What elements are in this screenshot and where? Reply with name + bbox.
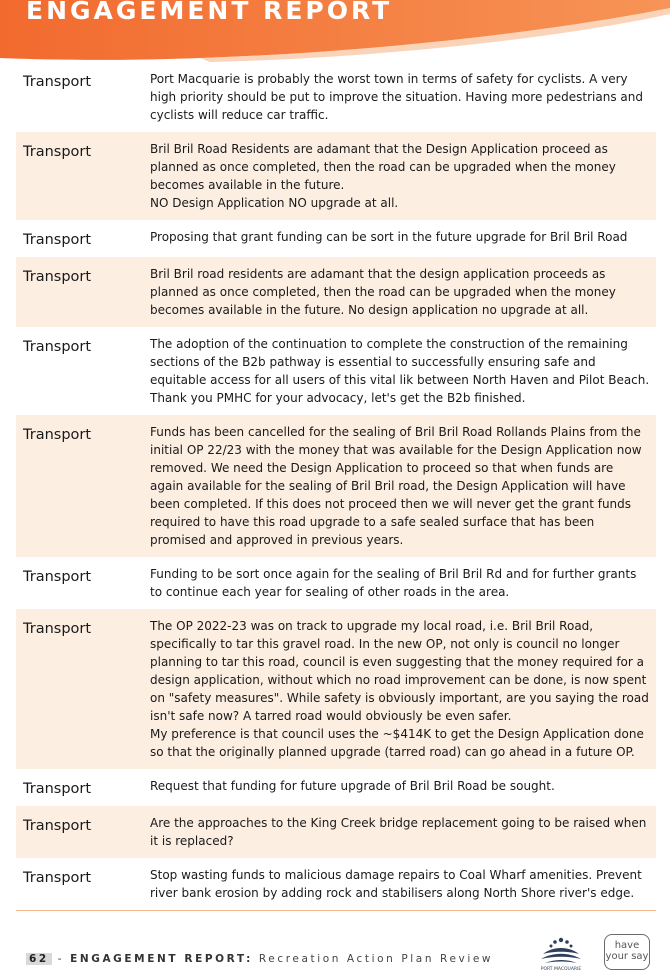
comment-cell: Funds has been cancelled for the sealing of Bril Bril Road Rollands Plains from the initial OP 22/23 with the money that was available for the Design Application now removed. We need the Design Application to proceed so that when funds are again available for the sealing of Bril Bril road, the Design Application will have been completed. If this does not proceed then we will never get the grant funds required to have this road upgrade to a safe sealed surface that has been promised and approved in previous years. (150, 425, 642, 547)
category-cell: Transport (23, 818, 92, 834)
category-cell: Transport (23, 74, 92, 90)
table-row (16, 806, 656, 858)
comment-cell: Stop wasting funds to malicious damage repairs to Coal Wharf amenities. Prevent river bank erosion by adding rock and stabilisers along North Shore river's edge. (150, 868, 642, 900)
page-number: 62 (26, 953, 52, 965)
council-logo-text: PORT MACQUARIE (540, 967, 582, 970)
council-logo (535, 932, 587, 970)
page-footer (26, 953, 493, 965)
table-row (16, 132, 656, 220)
feedback-table (16, 62, 656, 911)
table-row (16, 609, 656, 769)
comment-cell: Proposing that grant funding can be sort in the future upgrade for Bril Bril Road (150, 230, 628, 244)
have-your-say-line2: your say (605, 951, 649, 962)
category-cell: Transport (23, 232, 92, 248)
table-row (16, 858, 656, 910)
table-row (16, 327, 656, 415)
page-title: ENGAGEMENT REPORT (26, 0, 393, 25)
category-cell: Transport (23, 870, 92, 886)
table-bottom-rule (16, 910, 656, 911)
comment-cell: Bril Bril road residents are adamant that the design application proceeds as planned as once completed, then the road can be upgraded when the money becomes available in the future. No design application no upgrade at all. (150, 267, 616, 317)
table-row (16, 257, 656, 327)
category-cell: Transport (23, 339, 92, 355)
footer-subtitle: Recreation Action Plan Review (258, 953, 494, 965)
council-logo-icon (535, 932, 587, 970)
table-row (16, 769, 656, 806)
comment-cell: The adoption of the continuation to complete the construction of the remaining sections of the B2b pathway is essential to successfully ensuring safe and equitable access for all users of this vital lik between North Haven and Pilot Beach. Thank you PMHC for your advocacy, let's get the B2b finished. (150, 337, 650, 405)
comment-cell: Port Macquarie is probably the worst town in terms of safety for cyclists. A very high priority should be put to improve the situation. Having more pedestrians and cyclists will reduce car traffic. (150, 72, 643, 122)
table-row (16, 415, 656, 557)
comment-cell: Are the approaches to the King Creek bridge replacement going to be raised when it is replaced? (150, 816, 647, 848)
comment-cell: The OP 2022-23 was on track to upgrade my local road, i.e. Bril Bril Road, specifically to tar this gravel road. In the new OP, not only is council no longer planning to tar this road, council is even suggesting that the money required for a design application, without which no road improvement can be done, is now spent on "safety measures". While safety is obviously important, are you saying the road isn't safe now? A tarred road would obviously be even safer. My preference is that council uses the ~$414K to get the Design Application done so that the originally planned upgrade (tarred road) can go ahead in a future OP. (150, 619, 649, 759)
comment-cell: Request that funding for future upgrade of Bril Bril Road be sought. (150, 779, 555, 793)
table-row (16, 62, 656, 132)
table-row (16, 557, 656, 609)
category-cell: Transport (23, 781, 92, 797)
category-cell: Transport (23, 621, 92, 637)
category-cell: Transport (23, 427, 92, 443)
footer-separator: - (51, 953, 71, 965)
have-your-say-line1: have (614, 940, 640, 951)
category-cell: Transport (23, 144, 92, 160)
header-band (0, 0, 670, 62)
comment-cell: Funding to be sort once again for the sealing of Bril Bril Rd and for further grants to continue each year for sealing of other roads in the area. (150, 567, 637, 599)
category-cell: Transport (23, 569, 92, 585)
comment-cell: Bril Bril Road Residents are adamant that the Design Application proceed as planned as once completed, then the road can be upgraded when the money becomes available in the future. NO Design Application NO upgrade at all. (150, 142, 616, 210)
footer-report-label: ENGAGEMENT REPORT: (70, 953, 253, 965)
have-your-say-logo (604, 934, 650, 970)
category-cell: Transport (23, 269, 92, 285)
table-row (16, 220, 656, 257)
